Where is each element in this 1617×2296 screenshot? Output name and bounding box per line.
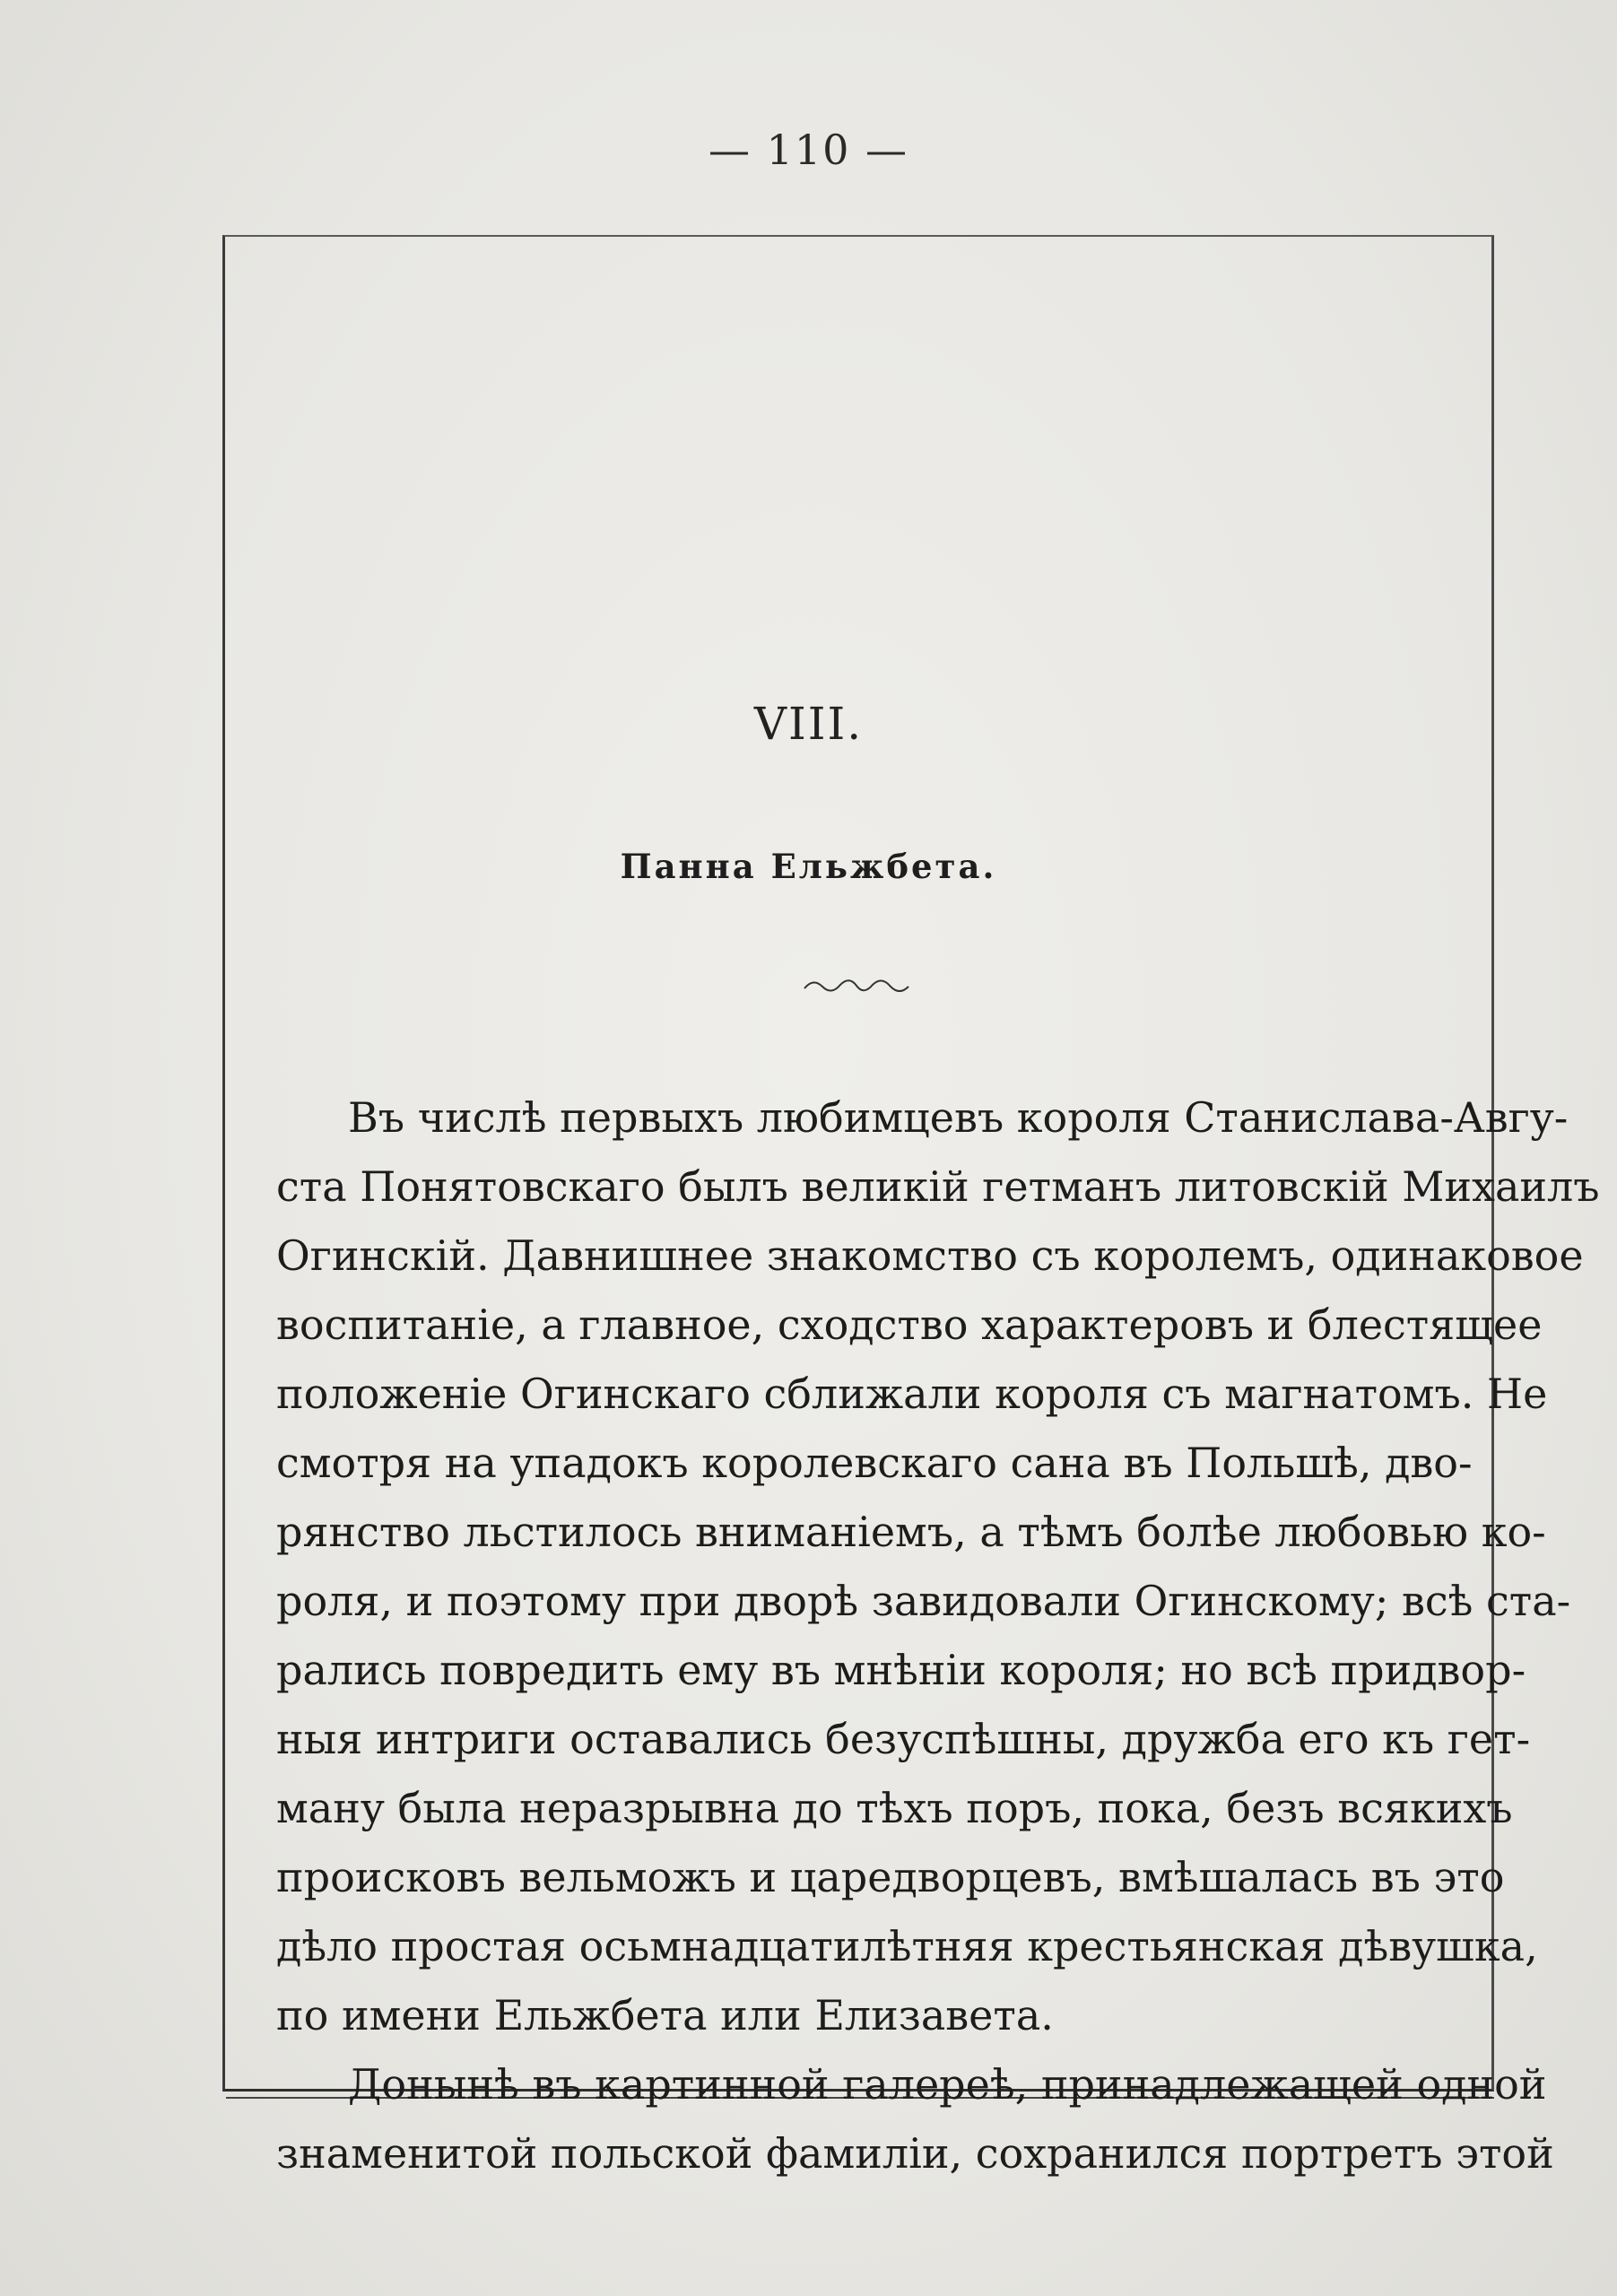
ornament-flourish-icon	[803, 972, 910, 999]
paragraph-line: знаменитой польской фамиліи, сохранился портретъ этой	[276, 2129, 1554, 2178]
chapter-title: Панна Ельжбета.	[620, 847, 997, 886]
paragraph-line: Въ числѣ первыхъ любимцевъ короля Станислава-Авгу-	[348, 1093, 1569, 1142]
chapter-number: VIII.	[753, 698, 864, 750]
paragraph-line: рянство льстилось вниманіемъ, а тѣмъ болѣе любовью ко-	[276, 1508, 1546, 1556]
paragraph-line: по имени Ельжбета или Елизавета.	[276, 1991, 1054, 2039]
paragraph-line: Огинскій. Давнишнее знакомство съ королемъ, одинаковое	[276, 1231, 1584, 1280]
paragraph-line: положеніе Огинскаго сближали короля съ магнатомъ. Не	[276, 1370, 1548, 1418]
paragraph-line: ману была неразрывна до тѣхъ поръ, пока, безъ всякихъ	[276, 1784, 1513, 1832]
body-text	[276, 1083, 1600, 2188]
paragraph-line: ныя интриги оставались безуспѣшны, дружба его къ гет-	[276, 1715, 1531, 1763]
paragraph-line: ста Понятовскаго былъ великій гетманъ литовскій Михаилъ	[276, 1162, 1600, 1211]
paragraph-line: смотря на упадокъ королевскаго сана въ Польшѣ, дво-	[276, 1439, 1473, 1487]
paragraph-line: рались повредить ему въ мнѣніи короля; но всѣ придвор-	[276, 1646, 1526, 1694]
paragraph-line: дѣло простая осьмнадцатилѣтняя крестьянская дѣвушка,	[276, 1922, 1538, 1970]
paragraph-line: Донынѣ въ картинной галереѣ, принадлежащей одной	[348, 2060, 1547, 2109]
page-number: — 110 —	[708, 126, 909, 174]
paragraph-line: воспитаніе, а главное, сходство характеровъ и блестящее	[276, 1300, 1543, 1349]
paragraph-line: роля, и поэтому при дворѣ завидовали Огинскому; всѣ ста-	[276, 1577, 1571, 1625]
paragraph-line: происковъ вельможъ и царедворцевъ, вмѣшалась въ это	[276, 1853, 1505, 1901]
